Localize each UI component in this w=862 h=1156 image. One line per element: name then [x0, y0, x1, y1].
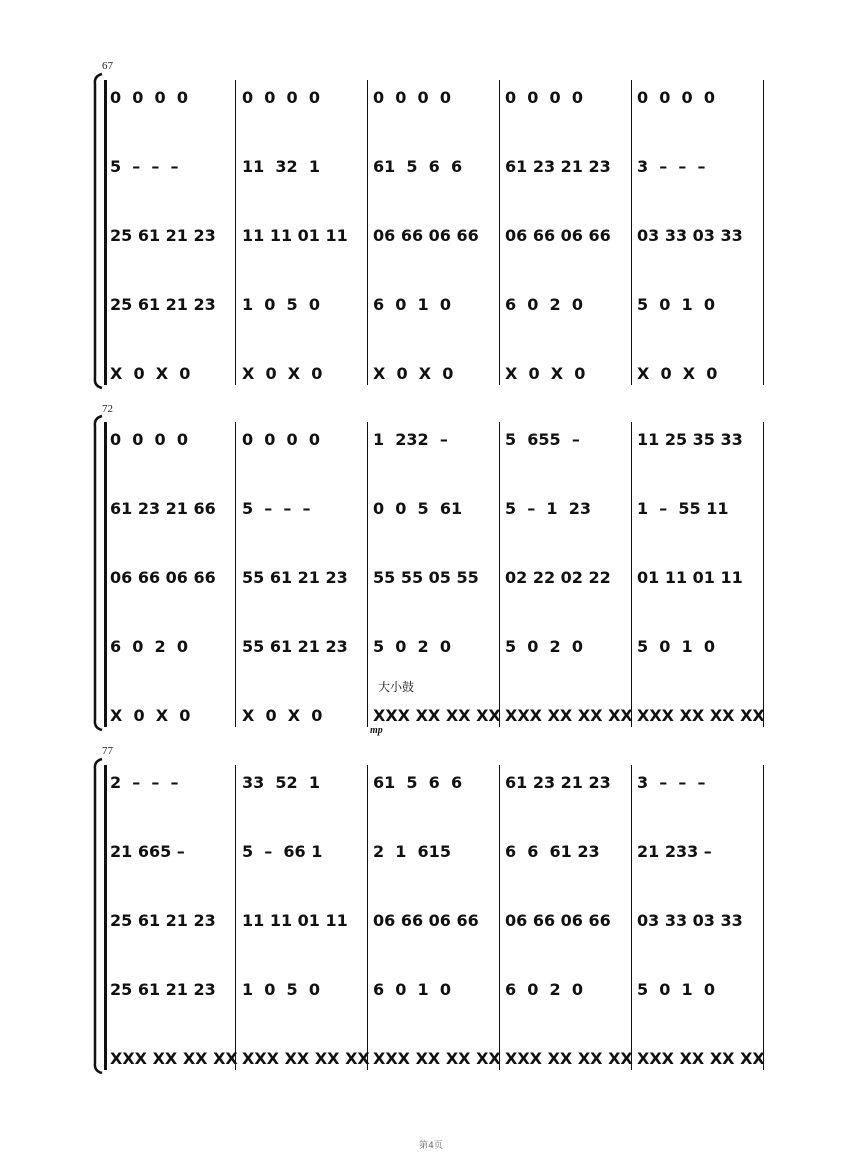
notation-text: 25 61 21 23	[110, 911, 216, 930]
notation-text: 6 6 61 23	[505, 842, 600, 861]
notation-cell	[373, 226, 506, 256]
notation-cell	[242, 364, 375, 394]
notation-text: X 0 X 0	[110, 364, 191, 383]
page-footer: 第4页	[419, 1141, 443, 1151]
notation-cell	[505, 1049, 638, 1079]
notation-cell	[373, 88, 506, 118]
notation-cell	[637, 499, 770, 529]
measure-number: 77	[102, 745, 113, 757]
notation-cell	[637, 637, 770, 667]
notation-cell	[242, 568, 375, 598]
notation-cell	[110, 364, 243, 394]
notation-text: 03 33 03 33	[637, 226, 743, 245]
notation-text: 11 11 01 11	[242, 226, 348, 245]
notation-cell	[637, 88, 770, 118]
notation-text: XXX XX XX XX	[637, 1049, 765, 1068]
notation-cell	[110, 773, 243, 803]
barline	[104, 765, 107, 1070]
notation-cell	[373, 980, 506, 1010]
notation-text: 0 0 5 61	[373, 499, 463, 518]
notation-cell	[110, 295, 243, 325]
notation-cell	[505, 980, 638, 1010]
notation-cell	[242, 637, 375, 667]
notation-text: 21 665 –	[110, 842, 185, 861]
notation-cell	[637, 706, 770, 736]
notation-cell	[637, 295, 770, 325]
percussion-annotation: 大小鼓	[378, 680, 415, 694]
notation-text: 0 0 0 0	[505, 88, 583, 107]
notation-text: 6 0 2 0	[110, 637, 188, 656]
notation-cell	[505, 226, 638, 256]
notation-text: 61 5 6 6	[373, 157, 463, 176]
notation-text: 61 23 21 23	[505, 773, 611, 792]
notation-cell	[637, 911, 770, 941]
notation-cell	[637, 980, 770, 1010]
notation-cell	[637, 157, 770, 187]
notation-cell	[637, 364, 770, 394]
notation-text: 61 23 21 23	[505, 157, 611, 176]
notation-text: 1 – 55 11	[637, 499, 729, 518]
notation-text: 5 655 –	[505, 430, 580, 449]
notation-text: 11 11 01 11	[242, 911, 348, 930]
notation-text: XXX XX XX XX	[505, 1049, 633, 1068]
notation-text: 5 0 1 0	[637, 295, 715, 314]
notation-text: 25 61 21 23	[110, 295, 216, 314]
notation-text: 6 0 2 0	[505, 980, 583, 999]
notation-cell	[110, 980, 243, 1010]
barline	[104, 422, 107, 727]
notation-cell	[110, 706, 243, 736]
notation-text: 2 – – –	[110, 773, 179, 792]
notation-text: 11 32 1	[242, 157, 320, 176]
notation-cell	[505, 637, 638, 667]
notation-text: 2 1 615	[373, 842, 451, 861]
notation-cell	[505, 499, 638, 529]
notation-cell	[373, 637, 506, 667]
notation-cell	[505, 88, 638, 118]
notation-text: 25 61 21 23	[110, 980, 216, 999]
notation-cell	[373, 911, 506, 941]
notation-text: 11 25 35 33	[637, 430, 743, 449]
notation-text: X 0 X 0	[242, 364, 323, 383]
notation-cell	[637, 1049, 770, 1079]
notation-text: 3 – – –	[637, 773, 706, 792]
notation-cell	[242, 157, 375, 187]
notation-cell	[242, 88, 375, 118]
notation-text: XXX XX XX XX	[373, 1049, 501, 1068]
notation-cell	[373, 364, 506, 394]
notation-cell	[110, 430, 243, 460]
dynamic-marking: mp	[370, 725, 383, 736]
notation-text: X 0 X 0	[637, 364, 718, 383]
notation-cell	[242, 1049, 375, 1079]
notation-text: 6 0 1 0	[373, 980, 451, 999]
notation-cell	[505, 773, 638, 803]
notation-text: 5 0 2 0	[373, 637, 451, 656]
notation-cell	[373, 1049, 506, 1079]
notation-cell	[110, 157, 243, 187]
notation-cell	[373, 430, 506, 460]
measure-number: 67	[102, 60, 113, 72]
notation-text: XXX XX XX XX	[637, 706, 765, 725]
notation-text: 0 0 0 0	[110, 88, 188, 107]
notation-cell	[373, 706, 506, 736]
notation-text: X 0 X 0	[373, 364, 454, 383]
barline	[104, 80, 107, 385]
notation-text: 5 – – –	[242, 499, 311, 518]
notation-cell	[373, 842, 506, 872]
notation-text: 5 – 66 1	[242, 842, 323, 861]
notation-text: 03 33 03 33	[637, 911, 743, 930]
notation-text: 02 22 02 22	[505, 568, 611, 587]
notation-cell	[110, 637, 243, 667]
notation-cell	[242, 706, 375, 736]
notation-cell	[505, 364, 638, 394]
notation-cell	[373, 568, 506, 598]
notation-cell	[505, 568, 638, 598]
notation-text: 0 0 0 0	[110, 430, 188, 449]
notation-text: 01 11 01 11	[637, 568, 743, 587]
notation-text: 0 0 0 0	[242, 430, 320, 449]
notation-text: 1 232 –	[373, 430, 448, 449]
notation-text: 33 52 1	[242, 773, 320, 792]
measure-number: 72	[102, 403, 113, 415]
notation-cell	[110, 842, 243, 872]
notation-text: 55 61 21 23	[242, 637, 348, 656]
notation-cell	[110, 499, 243, 529]
notation-cell	[242, 980, 375, 1010]
notation-text: XXX XX XX XX	[373, 706, 501, 725]
notation-text: 55 61 21 23	[242, 568, 348, 587]
notation-cell	[505, 295, 638, 325]
notation-text: XXX XX XX XX	[110, 1049, 238, 1068]
notation-text: 06 66 06 66	[110, 568, 216, 587]
notation-cell	[505, 430, 638, 460]
notation-text: 1 0 5 0	[242, 980, 320, 999]
notation-text: 06 66 06 66	[373, 911, 479, 930]
notation-cell	[505, 842, 638, 872]
notation-text: 5 – – –	[110, 157, 179, 176]
notation-cell	[373, 157, 506, 187]
notation-cell	[637, 773, 770, 803]
notation-cell	[505, 706, 638, 736]
notation-cell	[242, 226, 375, 256]
notation-cell	[110, 568, 243, 598]
notation-text: XXX XX XX XX	[242, 1049, 370, 1068]
notation-cell	[110, 911, 243, 941]
notation-cell	[505, 911, 638, 941]
notation-text: 6 0 1 0	[373, 295, 451, 314]
notation-text: 5 – 1 23	[505, 499, 591, 518]
notation-text: 6 0 2 0	[505, 295, 583, 314]
notation-text: 3 – – –	[637, 157, 706, 176]
notation-cell	[637, 842, 770, 872]
notation-text: 06 66 06 66	[505, 911, 611, 930]
notation-text: XXX XX XX XX	[505, 706, 633, 725]
notation-cell	[242, 773, 375, 803]
notation-text: X 0 X 0	[505, 364, 586, 383]
notation-cell	[242, 499, 375, 529]
notation-text: 25 61 21 23	[110, 226, 216, 245]
notation-cell	[373, 499, 506, 529]
notation-text: 0 0 0 0	[242, 88, 320, 107]
notation-text: 5 0 1 0	[637, 980, 715, 999]
notation-cell	[505, 157, 638, 187]
notation-cell	[110, 1049, 243, 1079]
notation-text: 5 0 2 0	[505, 637, 583, 656]
notation-text: X 0 X 0	[242, 706, 323, 725]
notation-cell	[110, 88, 243, 118]
notation-text: X 0 X 0	[110, 706, 191, 725]
notation-text: 06 66 06 66	[373, 226, 479, 245]
notation-text: 61 23 21 66	[110, 499, 216, 518]
notation-cell	[637, 430, 770, 460]
notation-cell	[242, 911, 375, 941]
notation-text: 06 66 06 66	[505, 226, 611, 245]
notation-cell	[242, 295, 375, 325]
notation-cell	[373, 773, 506, 803]
notation-text: 21 233 –	[637, 842, 712, 861]
notation-text: 61 5 6 6	[373, 773, 463, 792]
notation-cell	[637, 568, 770, 598]
notation-text: 0 0 0 0	[637, 88, 715, 107]
notation-text: 1 0 5 0	[242, 295, 320, 314]
notation-cell	[373, 295, 506, 325]
notation-cell	[242, 430, 375, 460]
notation-cell	[242, 842, 375, 872]
notation-cell	[637, 226, 770, 256]
notation-cell	[110, 226, 243, 256]
notation-text: 0 0 0 0	[373, 88, 451, 107]
notation-text: 5 0 1 0	[637, 637, 715, 656]
notation-text: 55 55 05 55	[373, 568, 479, 587]
